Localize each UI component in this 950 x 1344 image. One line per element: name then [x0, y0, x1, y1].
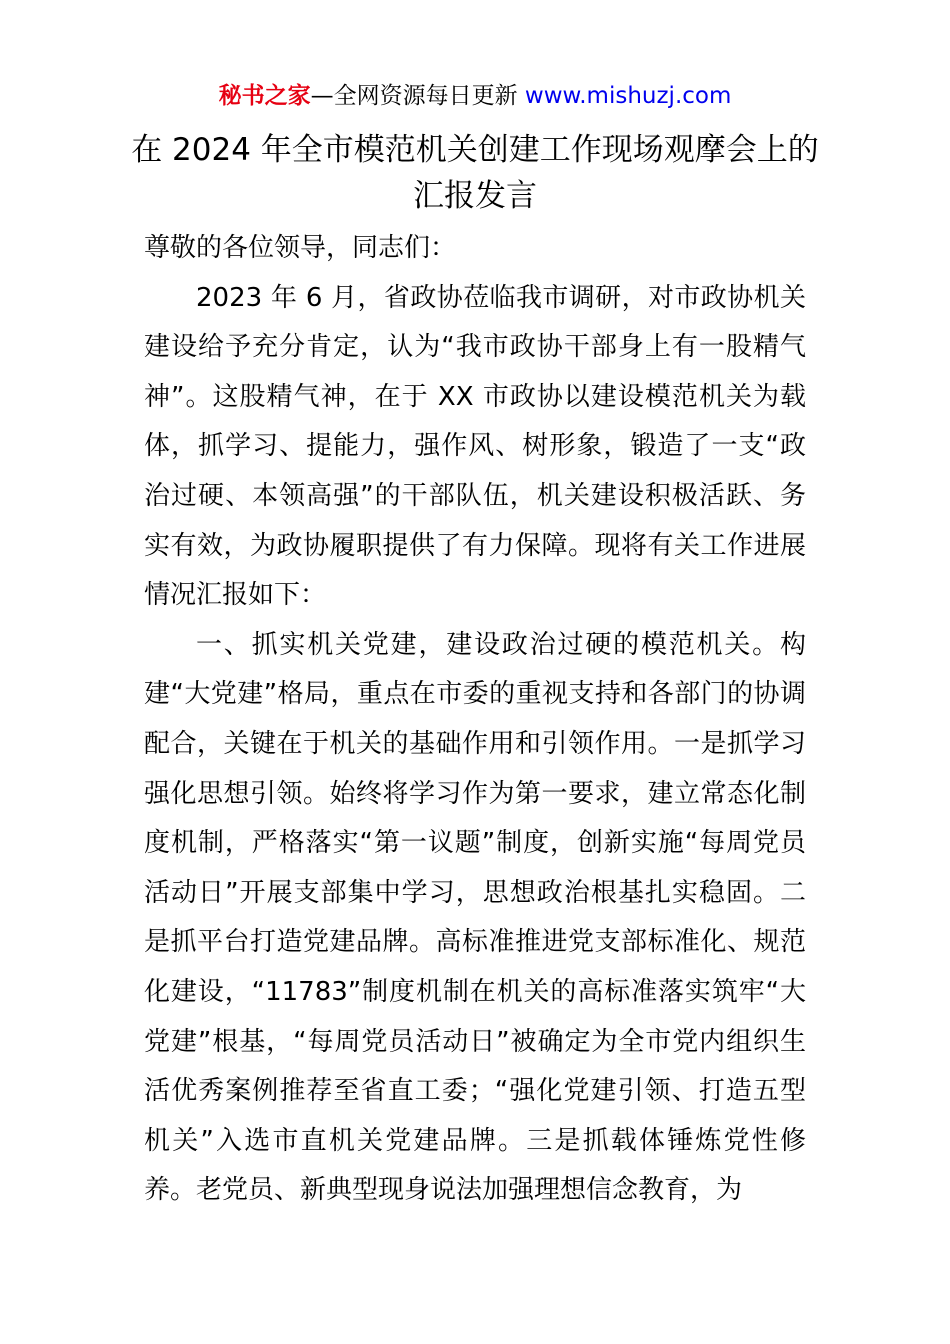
- document-body: [144, 224, 806, 1216]
- salutation: 尊敬的各位领导，同志们：: [144, 233, 457, 263]
- document-title: 在 2024 年全市模范机关创建工作现场观摩会上的汇报发言: [131, 132, 819, 214]
- site-header: [0, 81, 950, 111]
- paragraph-section-one: 一、抓实机关党建，建设政治过硬的模范机关。构建“大党建”格局，重点在市委的重视支持和各部门的协调配合，关键在于机关的基础作用和引领作用。一是抓学习强化思想引领。始终将学习作为第一要求，建立常态化制度机制，严格落实“第一议题”制度，创新实施“每周党员活动日”开展支部集中学习，思想政治根基扎实稳固。二是抓平台打造党建品牌。高标准推进党支部标准化、规范化建设，“11783”制度机制在机关的高标准落实筑牢“大党建”根基，“每周党员活动日”被确定为全市党内组织生活优秀案例推荐至省直工委；“强化党建引领、打造五型机关”入选市直机关党建品牌。三是抓载体锤炼党性修养。老党员、新典型现身说法加强理想信念教育，为: [144, 629, 806, 1206]
- brand-name: 秘书之家: [218, 83, 311, 109]
- site-url-link[interactable]: www.mishuzj.com: [524, 83, 732, 109]
- header-tagline: —全网资源每日更新: [310, 83, 525, 109]
- paragraph-intro: 2023 年 6 月，省政协莅临我市调研，对市政协机关建设给予充分肯定，认为“我市政协干部身上有一股精气神”。这股精气神，在于 XX 市政协以建设模范机关为载体，抓学习、提能力，强作风、树形象，锻造了一支“政治过硬、本领高强”的干部队伍，机关建设积极活跃、务实有效，为政协履职提供了有力保障。现将有关工作进展情况汇报如下：: [144, 282, 806, 611]
